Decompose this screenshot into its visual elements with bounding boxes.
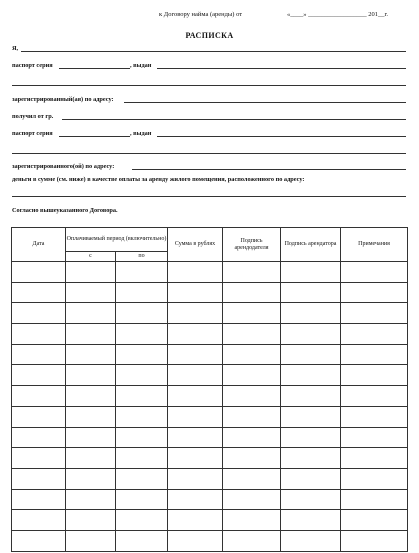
header-sum: Сумма в рублях bbox=[168, 228, 223, 262]
contract-date: «____» __________________ 201__г. bbox=[287, 11, 389, 18]
table-cell bbox=[341, 303, 408, 324]
table-row bbox=[12, 262, 408, 283]
table-cell bbox=[168, 427, 223, 448]
header-sign-tenant: Подпись арендатора bbox=[281, 228, 341, 262]
passport-row-2 bbox=[12, 129, 406, 138]
table-cell bbox=[341, 386, 408, 407]
table-cell bbox=[66, 510, 116, 531]
table-cell bbox=[281, 510, 341, 531]
table-cell bbox=[281, 344, 341, 365]
table-cell bbox=[281, 386, 341, 407]
table-row bbox=[12, 489, 408, 510]
table-row bbox=[12, 324, 408, 345]
table-row bbox=[12, 530, 408, 551]
table-cell bbox=[116, 510, 168, 531]
table-cell bbox=[168, 282, 223, 303]
header-period-to: по bbox=[116, 252, 168, 262]
table-cell bbox=[12, 468, 66, 489]
received-from-line bbox=[62, 119, 406, 120]
table-row bbox=[12, 303, 408, 324]
table-cell bbox=[116, 386, 168, 407]
table-cell bbox=[223, 427, 281, 448]
table-cell bbox=[281, 324, 341, 345]
header-sign-landlord: Подпись арендодателя bbox=[223, 228, 281, 262]
table-cell bbox=[116, 406, 168, 427]
passport-series-label-2: паспорт серия bbox=[12, 130, 53, 137]
table-cell bbox=[281, 448, 341, 469]
table-cell bbox=[66, 386, 116, 407]
table-cell bbox=[223, 530, 281, 551]
name-row bbox=[12, 44, 406, 53]
table-cell bbox=[223, 406, 281, 427]
blank-line-1 bbox=[12, 78, 406, 87]
header-date: Дата bbox=[12, 228, 66, 262]
table-cell bbox=[12, 262, 66, 283]
table-row bbox=[12, 427, 408, 448]
name-line bbox=[21, 51, 406, 52]
table-row bbox=[12, 468, 408, 489]
table-row bbox=[12, 386, 408, 407]
table-cell bbox=[168, 324, 223, 345]
received-from-label: получил от гр. bbox=[12, 113, 54, 120]
table-cell bbox=[66, 303, 116, 324]
table-cell bbox=[12, 510, 66, 531]
table-cell bbox=[12, 448, 66, 469]
table-cell bbox=[168, 344, 223, 365]
contract-text: к Договору найма (аренды) от bbox=[159, 11, 243, 18]
table-cell bbox=[223, 282, 281, 303]
issued-label: , выдан bbox=[130, 62, 152, 69]
table-cell bbox=[116, 262, 168, 283]
passport-series-label: паспорт серия bbox=[12, 62, 53, 69]
registered-line-2 bbox=[132, 169, 406, 170]
table-cell bbox=[341, 344, 408, 365]
table-cell bbox=[66, 448, 116, 469]
table-cell bbox=[168, 510, 223, 531]
registered-label-2: зарегистрированного(ой) по адресу: bbox=[12, 163, 115, 170]
table-cell bbox=[341, 262, 408, 283]
table-row bbox=[12, 365, 408, 386]
payment-statement: деньги в сумме (см. ниже) в качестве оплаты за аренду жилого помещения, расположенного по адресу: bbox=[12, 176, 305, 183]
table-cell bbox=[66, 530, 116, 551]
registered-line bbox=[124, 102, 406, 103]
table-cell bbox=[168, 489, 223, 510]
table-cell bbox=[223, 510, 281, 531]
table-cell bbox=[66, 427, 116, 448]
table-cell bbox=[281, 489, 341, 510]
table-cell bbox=[116, 303, 168, 324]
blank-line-2 bbox=[12, 146, 406, 155]
table-cell bbox=[223, 468, 281, 489]
passport-series-line-2 bbox=[59, 136, 130, 137]
table-row bbox=[12, 344, 408, 365]
table-cell bbox=[341, 468, 408, 489]
issued-line bbox=[157, 68, 406, 69]
table-cell bbox=[116, 448, 168, 469]
table-cell bbox=[341, 510, 408, 531]
passport-row bbox=[12, 61, 406, 70]
table-cell bbox=[116, 489, 168, 510]
table-cell bbox=[12, 282, 66, 303]
header-notes: Примечания bbox=[341, 228, 408, 262]
payment-table bbox=[11, 227, 408, 552]
table-cell bbox=[281, 282, 341, 303]
table-cell bbox=[116, 468, 168, 489]
table-cell bbox=[66, 468, 116, 489]
table-cell bbox=[168, 468, 223, 489]
table-cell bbox=[116, 365, 168, 386]
table-cell bbox=[223, 262, 281, 283]
blank-line bbox=[12, 153, 406, 154]
table-cell bbox=[341, 427, 408, 448]
table-cell bbox=[12, 344, 66, 365]
table-cell bbox=[341, 448, 408, 469]
issued-line-2 bbox=[157, 136, 406, 137]
table-row bbox=[12, 510, 408, 531]
table-cell bbox=[116, 324, 168, 345]
table-body bbox=[12, 262, 408, 552]
passport-series-line bbox=[59, 68, 130, 69]
table-cell bbox=[168, 386, 223, 407]
address-line bbox=[12, 189, 406, 198]
table-cell bbox=[12, 530, 66, 551]
table-cell bbox=[12, 365, 66, 386]
table-cell bbox=[223, 489, 281, 510]
table-cell bbox=[281, 427, 341, 448]
table-cell bbox=[223, 324, 281, 345]
table-cell bbox=[168, 530, 223, 551]
table-cell bbox=[12, 303, 66, 324]
table-cell bbox=[281, 303, 341, 324]
table-cell bbox=[223, 344, 281, 365]
table-cell bbox=[223, 303, 281, 324]
table-cell bbox=[281, 468, 341, 489]
table-cell bbox=[341, 406, 408, 427]
table-cell bbox=[281, 406, 341, 427]
table-cell bbox=[168, 262, 223, 283]
i-label: Я, bbox=[12, 45, 19, 52]
table-cell bbox=[281, 262, 341, 283]
issued-label-2: , выдан bbox=[130, 130, 152, 137]
table-row bbox=[12, 448, 408, 469]
table-cell bbox=[168, 448, 223, 469]
table-cell bbox=[341, 282, 408, 303]
table-cell bbox=[223, 365, 281, 386]
table-cell bbox=[168, 365, 223, 386]
table-cell bbox=[66, 324, 116, 345]
table-cell bbox=[116, 344, 168, 365]
table-cell bbox=[66, 262, 116, 283]
table-cell bbox=[12, 489, 66, 510]
registered-row-2 bbox=[12, 162, 406, 171]
table-row bbox=[12, 406, 408, 427]
table-cell bbox=[66, 344, 116, 365]
table-cell bbox=[223, 448, 281, 469]
table-cell bbox=[281, 365, 341, 386]
agreement-text: Согласно вышеуказанного Договора. bbox=[12, 207, 118, 214]
table-cell bbox=[341, 365, 408, 386]
table-cell bbox=[116, 530, 168, 551]
table-cell bbox=[116, 282, 168, 303]
table-cell bbox=[12, 406, 66, 427]
table-cell bbox=[341, 530, 408, 551]
blank-line bbox=[12, 196, 406, 197]
table-cell bbox=[12, 427, 66, 448]
table-cell bbox=[168, 406, 223, 427]
document-title: РАСПИСКА bbox=[185, 31, 234, 40]
table-row bbox=[12, 282, 408, 303]
table-cell bbox=[66, 406, 116, 427]
registered-row bbox=[12, 95, 406, 104]
table-cell bbox=[341, 489, 408, 510]
table-cell bbox=[66, 489, 116, 510]
table-cell bbox=[116, 427, 168, 448]
table-cell bbox=[66, 365, 116, 386]
header-period-from: с bbox=[66, 252, 116, 262]
registered-label: зарегистрированный(ая) по адресу: bbox=[12, 96, 114, 103]
received-from-row bbox=[12, 112, 406, 121]
table-cell bbox=[223, 386, 281, 407]
table-cell bbox=[341, 324, 408, 345]
table-cell bbox=[281, 530, 341, 551]
header-period: Оплачиваемый период (включительно) bbox=[66, 228, 168, 252]
table-cell bbox=[12, 386, 66, 407]
table-cell bbox=[66, 282, 116, 303]
table-cell bbox=[168, 303, 223, 324]
blank-line bbox=[12, 85, 406, 86]
table-cell bbox=[12, 324, 66, 345]
